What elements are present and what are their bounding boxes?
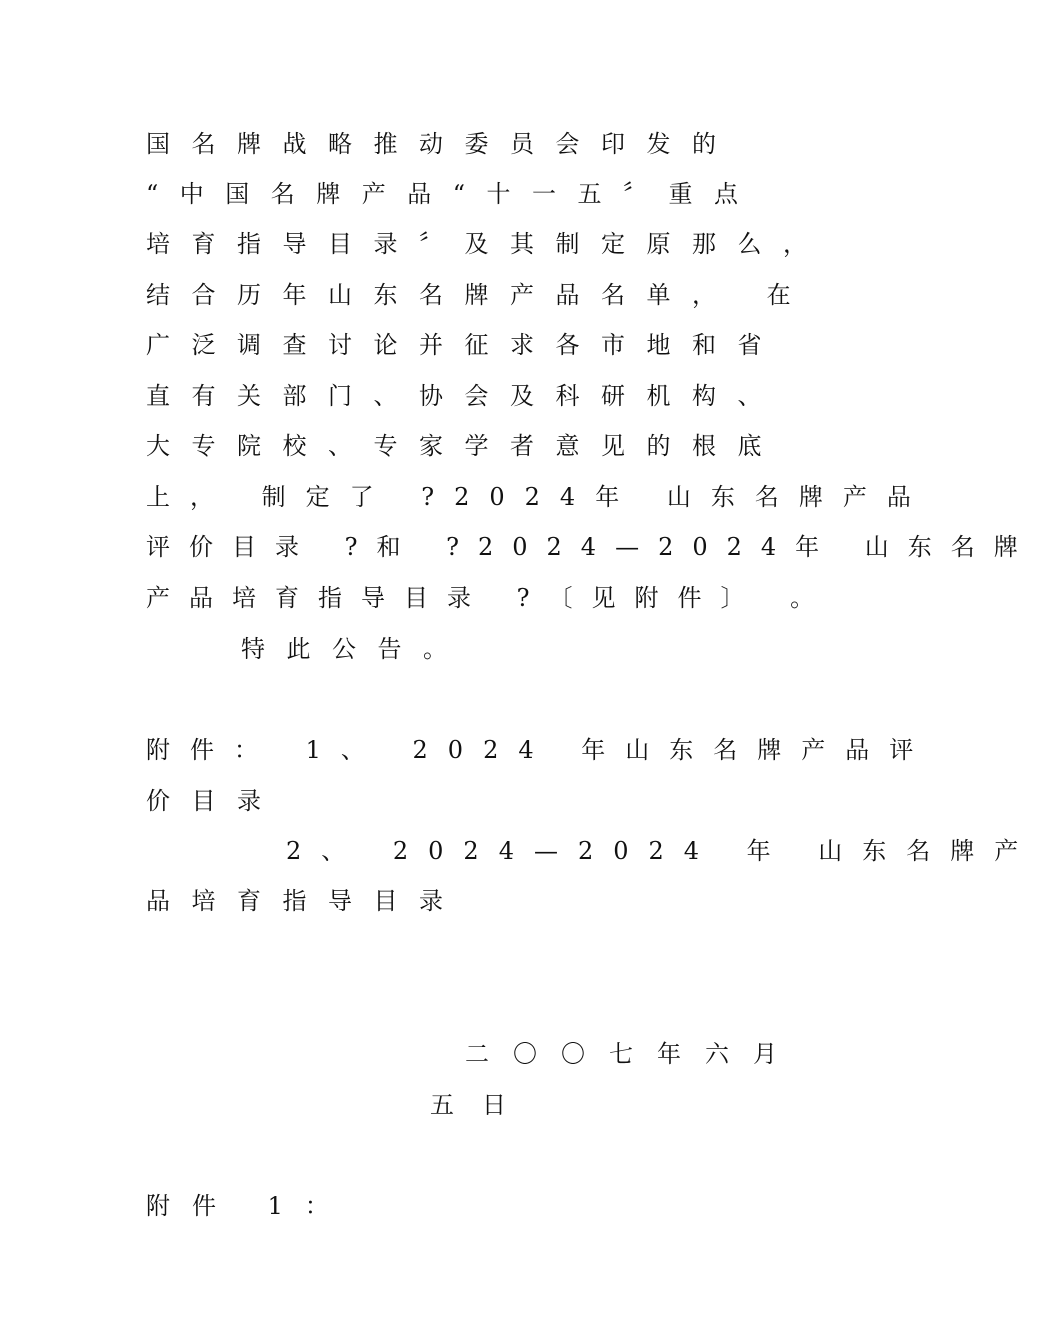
attachment-list-item: 2、 2024—2024 年 山东名牌产 xyxy=(286,837,1038,865)
body-text-line: 上， 制定了 ?2024年 山东名牌产品 xyxy=(146,483,931,511)
body-text-line: 结合历年山东名牌产品名单， 在 xyxy=(146,281,813,309)
announcement-closing: 特此公告。 xyxy=(241,635,469,663)
body-text-line: 广泛调查讨论并征求各市地和省 xyxy=(146,331,783,359)
attachment-list-item: 附件： 1、 2024 年山东名牌产品评 xyxy=(146,736,934,764)
date-line-continued: 五日 xyxy=(430,1091,534,1119)
body-text-line: 直有关部门、协会及科研机构、 xyxy=(146,382,783,410)
body-text-line: 产品培育指导目录 ?〔见附件〕 。 xyxy=(146,584,834,612)
body-text-line: 培育指导目录〞及其制定原那么， xyxy=(146,230,829,258)
body-text-line: “中国名牌产品“十一五〞重点 xyxy=(146,180,760,208)
body-text-line: 大专院校、专家学者意见的根底 xyxy=(146,432,783,460)
body-text-line: 评价目录 ?和 ?2024—2024年 山东名牌 xyxy=(146,533,1037,561)
attachment-heading: 附件 1： xyxy=(146,1192,351,1220)
body-text-line: 国名牌战略推动委员会印发的 xyxy=(146,130,738,158)
attachment-list-item-continued: 品培育指导目录 xyxy=(146,887,465,915)
date-line: 二〇〇七年六月 xyxy=(465,1040,801,1068)
attachment-list-item-continued: 价目录 xyxy=(146,787,283,815)
